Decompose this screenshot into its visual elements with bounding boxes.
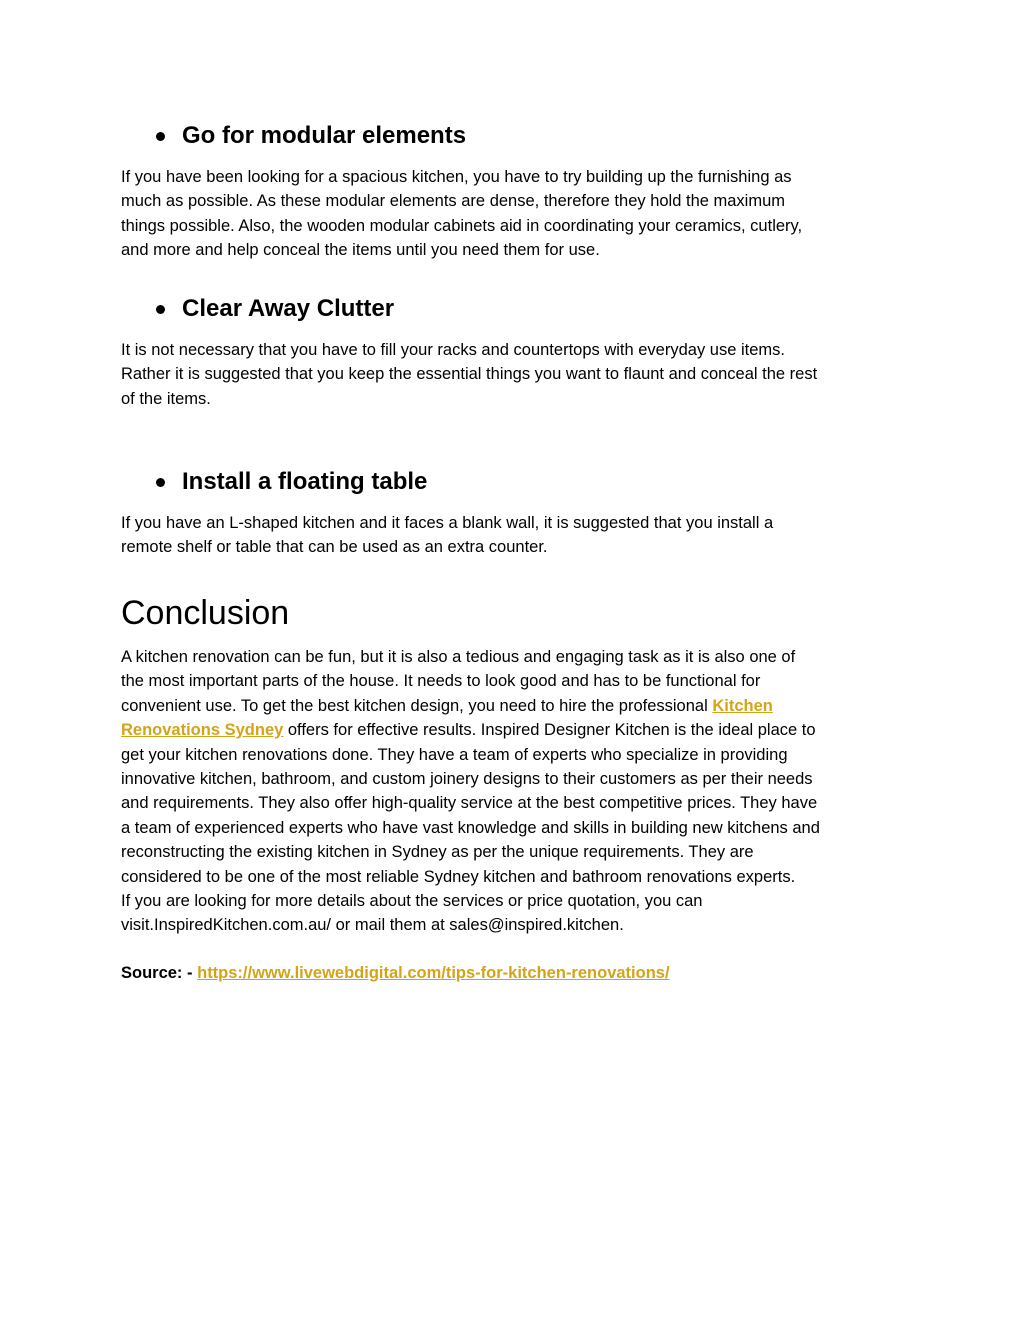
paragraph-line: and requirements. They also offer high-quality service at the best competitive prices. They have: [121, 794, 818, 813]
bullet-icon: [156, 305, 165, 314]
section-paragraph: [121, 511, 911, 560]
heading-text: Go for modular elements: [182, 122, 467, 149]
section-clear-clutter: [121, 294, 911, 411]
heading-text: Clear Away Clutter: [182, 295, 395, 322]
source-label: Source: -: [121, 963, 198, 982]
section-heading: [121, 121, 911, 151]
paragraph-line: get your kitchen renovations done. They have a team of experts who specialize in providing: [121, 745, 788, 764]
source-line: [121, 961, 911, 985]
paragraph-line: convenient use. To get the best kitchen design, you need to hire the professional: [121, 696, 713, 715]
paragraph-line: the most important parts of the house. It needs to look good and has to be functional for: [121, 672, 761, 691]
bullet-icon: [156, 132, 165, 141]
bullet-icon: [156, 478, 165, 487]
paragraph-line: offers for effective results. Inspired Designer Kitchen is the ideal place to: [283, 721, 816, 740]
paragraph-line: A kitchen renovation can be fun, but it is also a tedious and engaging task as it is also one of: [121, 648, 796, 666]
paragraph-line: a team of experienced experts who have vast knowledge and skills in building new kitchens and: [121, 818, 820, 837]
paragraph-line: remote shelf or table that can be used as an extra counter.: [121, 538, 548, 557]
conclusion-section: [121, 593, 911, 985]
section-paragraph: [121, 165, 911, 263]
paragraph-line: things possible. Also, the wooden modular cabinets aid in coordinating your ceramics, cutlery,: [121, 216, 803, 235]
heading-text: Install a floating table: [182, 468, 428, 495]
section-modular-elements: [121, 121, 911, 263]
paragraph-line: If you are looking for more details about the services or price quotation, you can: [121, 892, 703, 911]
paragraph-line: If you have been looking for a spacious kitchen, you have to try building up the furnishing as: [121, 168, 792, 186]
section-paragraph: [121, 338, 911, 411]
paragraph-line: much as possible. As these modular elements are dense, therefore they hold the maximum: [121, 192, 786, 211]
conclusion-paragraph: [121, 645, 911, 938]
section-heading: [121, 467, 911, 497]
kitchen-renovations-link[interactable]: Kitchen: [712, 696, 773, 715]
paragraph-line: It is not necessary that you have to fill your racks and countertops with everyday use items.: [121, 341, 785, 359]
kitchen-renovations-link-continued[interactable]: Renovations Sydney: [121, 721, 284, 740]
source-url-link[interactable]: https://www.livewebdigital.com/tips-for-kitchen-renovations/: [197, 963, 670, 982]
paragraph-line: of the items.: [121, 389, 211, 408]
paragraph-line: innovative kitchen, bathroom, and custom joinery designs to their customers as per their needs: [121, 770, 813, 789]
paragraph-line: and more and help conceal the items until you need them for use.: [121, 241, 600, 260]
paragraph-line: Rather it is suggested that you keep the essential things you want to flaunt and conceal the rest: [121, 365, 818, 384]
conclusion-title: Conclusion: [121, 594, 290, 632]
section-heading: [121, 294, 911, 324]
paragraph-line: visit.InspiredKitchen.com.au/ or mail them at sales@inspired.kitchen.: [121, 916, 624, 935]
section-floating-table: [121, 467, 911, 560]
paragraph-line: reconstructing the existing kitchen in Sydney as per the unique requirements. They are: [121, 843, 754, 862]
paragraph-line: If you have an L-shaped kitchen and it faces a blank wall, it is suggested that you install a: [121, 514, 774, 532]
paragraph-line: considered to be one of the most reliable Sydney kitchen and bathroom renovations experts.: [121, 867, 796, 886]
